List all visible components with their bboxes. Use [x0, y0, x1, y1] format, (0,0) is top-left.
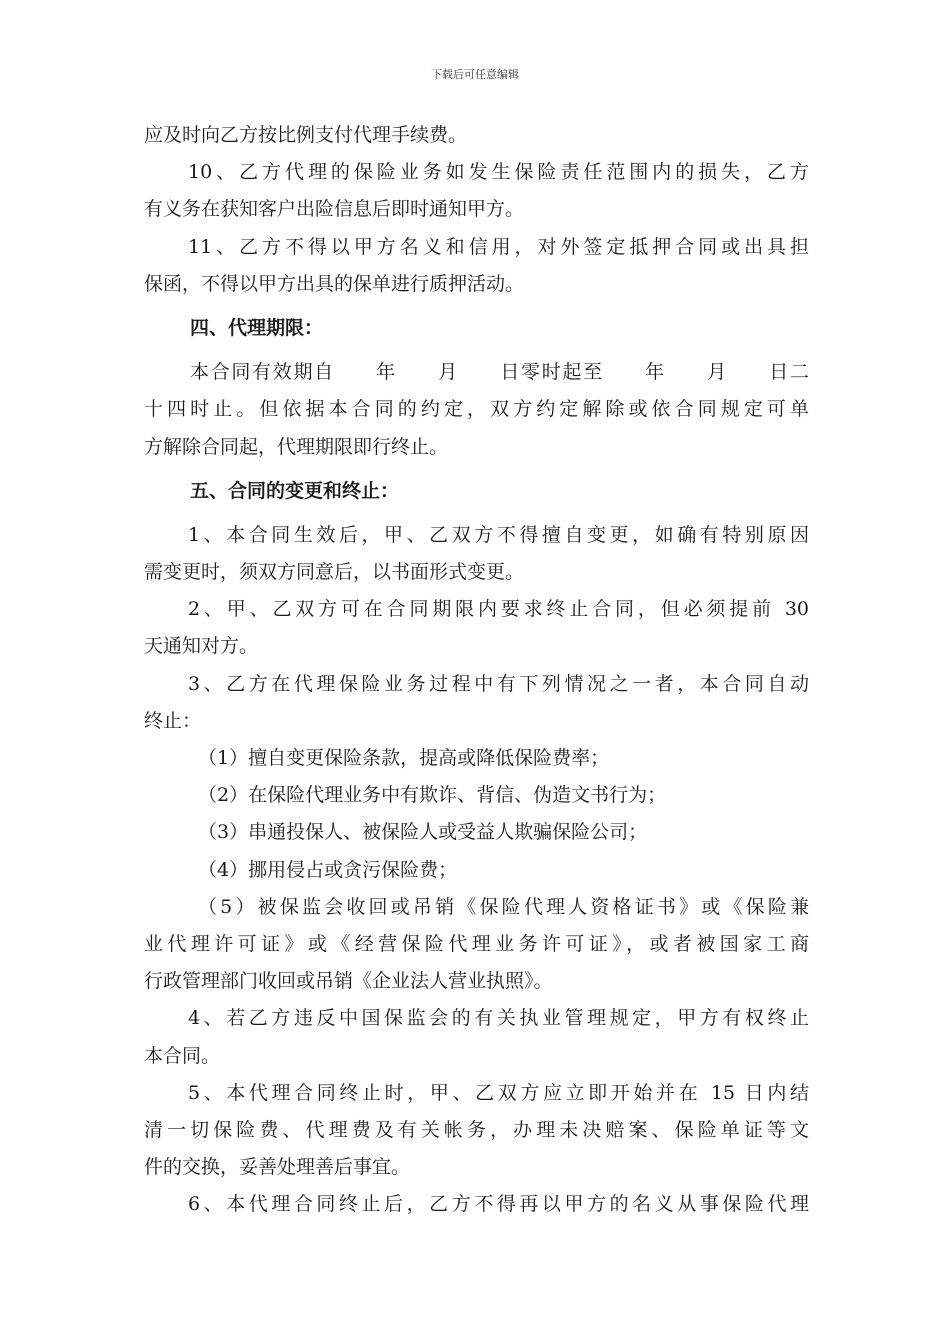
paragraph-line: 需变更时，须双方同意后，以书面形式变更。	[144, 561, 525, 584]
sub-clause-2: （2）在保险代理业务中有欺诈、背信、伪造文书行为；	[198, 784, 667, 807]
page-header: 下载后可任意编辑	[431, 68, 519, 81]
clause-1: 1、本合同生效后，甲、乙双方不得擅自变更，如确有特别原因	[188, 523, 809, 546]
sub-clause-3: （3）串通投保人、被保险人或受益人欺骗保险公司；	[198, 821, 648, 844]
paragraph-line: 业代理许可证》或《经营保险代理业务许可证》，或者被国家工商	[144, 932, 809, 955]
section-heading-term: 四、代理期限：	[190, 316, 324, 339]
paragraph-line: 应及时向乙方按比例支付代理手续费。	[144, 124, 468, 146]
clause-11: 11、乙方不得以甲方名义和信用，对外签定抵押合同或出具担	[188, 235, 809, 258]
clause-4: 4、若乙方违反中国保监会的有关执业管理规定，甲方有权终止	[188, 1007, 809, 1030]
section-heading-change: 五、合同的变更和终止：	[190, 479, 400, 502]
sub-clause-1: （1）擅自变更保险条款，提高或降低保险费率；	[198, 747, 610, 769]
paragraph-line: 有义务在获知客户出险信息后即时通知甲方。	[144, 198, 525, 221]
clause-2: 2、甲、乙双方可在合同期限内要求终止合同，但必须提前 30	[188, 598, 809, 621]
paragraph-line: 方解除合同起，代理期限即行终止。	[144, 435, 449, 458]
paragraph-line: 终止：	[144, 709, 202, 732]
sub-clause-5: （5）被保监会收回或吊销《保险代理人资格证书》或《保险兼	[198, 895, 809, 918]
paragraph-line: 行政管理部门收回或吊销《企业法人营业执照》。	[144, 970, 553, 993]
sub-clause-4: （4）挪用侵占或贪污保险费；	[198, 858, 458, 881]
paragraph-line: 天通知对方。	[144, 635, 259, 658]
clause-3: 3、乙方在代理保险业务过程中有下列情况之一者，本合同自动	[188, 672, 809, 695]
paragraph-line: 件的交换，妥善处理善后事宜。	[144, 1156, 411, 1179]
paragraph-line: 本合同。	[144, 1044, 221, 1067]
clause-5: 5、本代理合同终止时，甲、乙双方应立即开始并在 15 日内结	[188, 1081, 809, 1104]
clause-10: 10、乙方代理的保险业务如发生保险责任范围内的损失，乙方	[188, 161, 809, 184]
document-body	[144, 117, 809, 1223]
term-period-line: 本合同有效期自 年 月 日零时起至 年 月 日二	[190, 361, 809, 384]
paragraph-line: 十四时止。但依据本合同的约定，双方约定解除或依合同规定可单	[144, 398, 809, 421]
paragraph-line: 保函，不得以甲方出具的保单进行质押活动。	[144, 272, 525, 295]
clause-6: 6、本代理合同终止后，乙方不得再以甲方的名义从事保险代理	[188, 1193, 809, 1216]
paragraph-line: 清一切保险费、代理费及有关帐务，办理未决赔案、保险单证等文	[144, 1118, 809, 1141]
